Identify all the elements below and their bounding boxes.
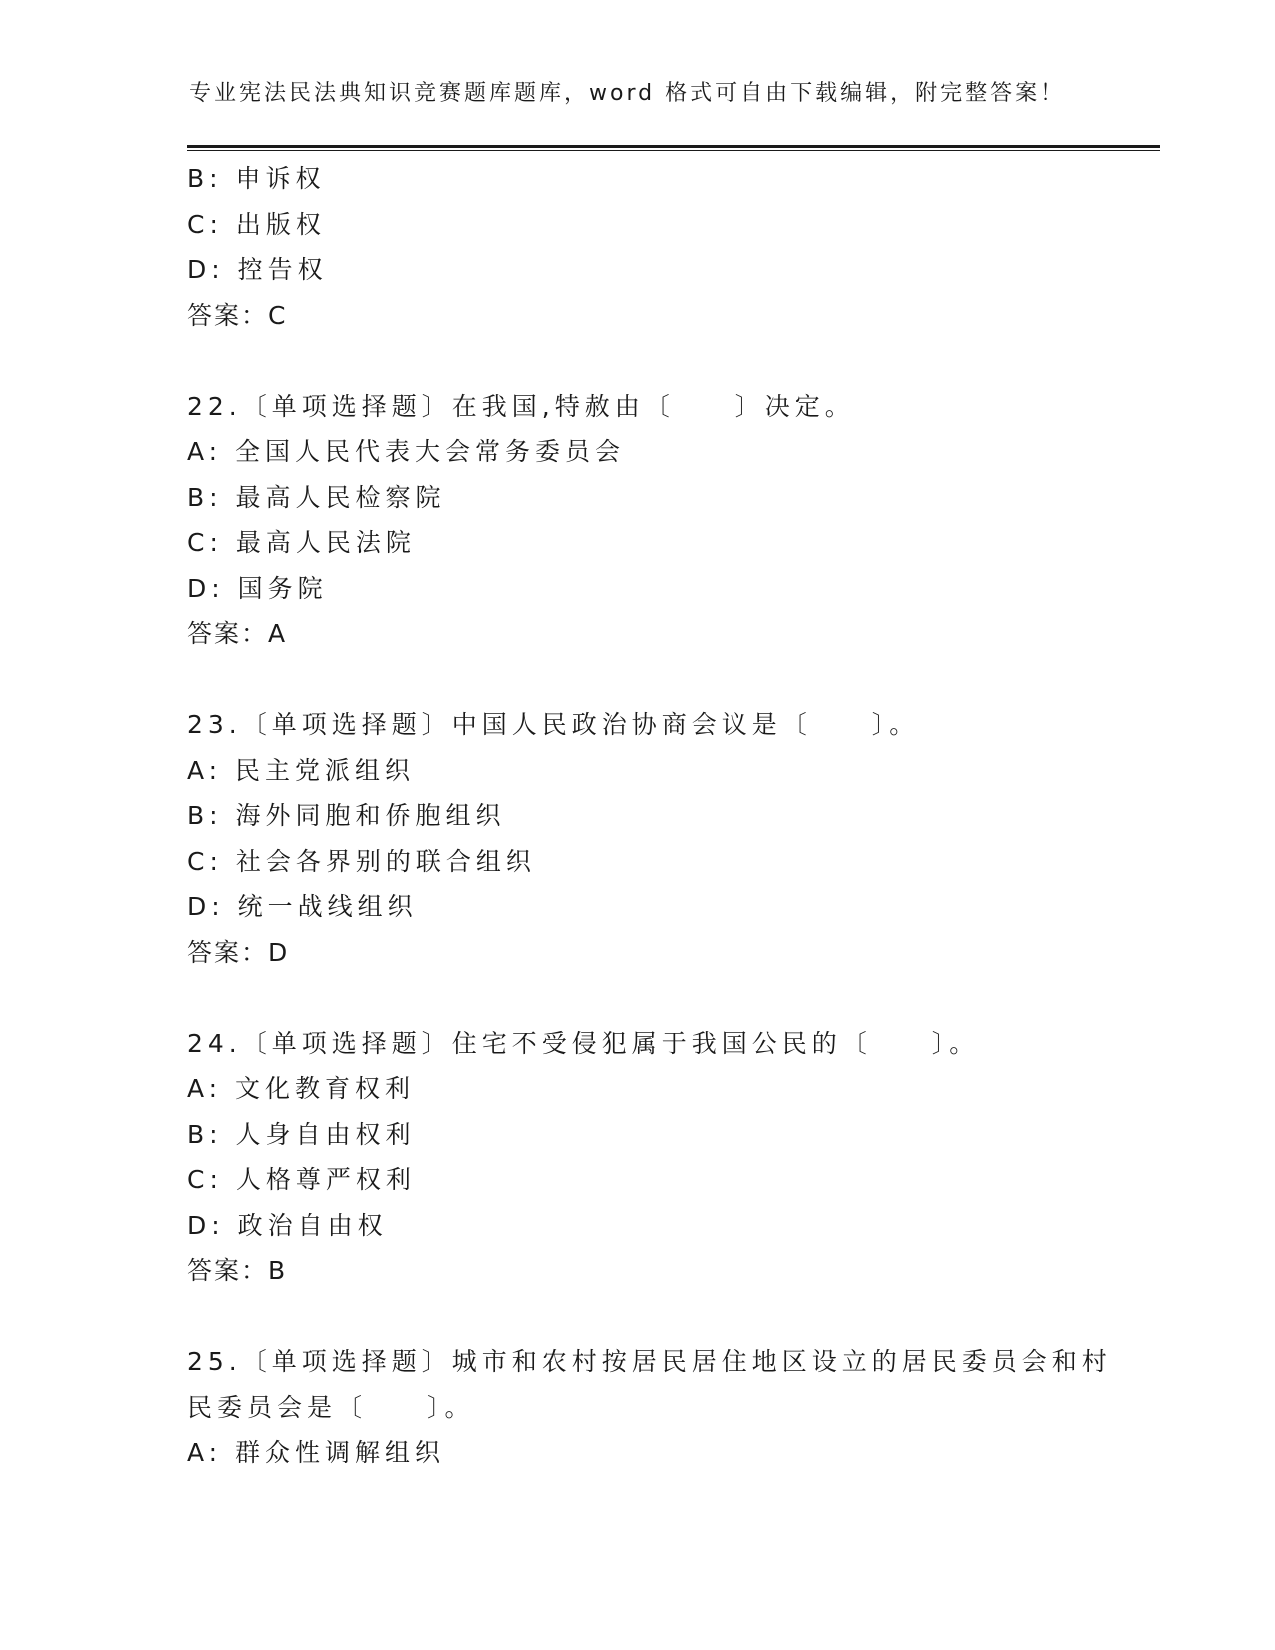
question-stem: 22.〔单项选择题〕在我国,特赦由〔 〕决定。 bbox=[187, 391, 855, 421]
option-d: D: 政治自由权 bbox=[187, 1210, 388, 1240]
option-d: D: 国务院 bbox=[187, 573, 328, 603]
answer-line: 答案：A bbox=[187, 619, 288, 648]
option-b: B: 申诉权 bbox=[187, 164, 326, 193]
option-d: D: 控告权 bbox=[187, 255, 328, 284]
header-divider-thin bbox=[187, 150, 1160, 151]
answer-line: 答案：C bbox=[187, 300, 288, 330]
question-stem: 24.〔单项选择题〕住宅不受侵犯属于我国公民的〔 〕。 bbox=[187, 1028, 980, 1058]
spacer bbox=[187, 975, 1127, 1021]
question-block bbox=[187, 384, 1127, 657]
option-a: A: 文化教育权利 bbox=[187, 1074, 416, 1103]
option-a: A: 全国人民代表大会常务委员会 bbox=[187, 437, 626, 466]
spacer bbox=[187, 338, 1127, 384]
question-block bbox=[187, 1339, 1127, 1476]
question-block bbox=[187, 702, 1127, 975]
page-header: 专业宪法民法典知识竞赛题库题库，word 格式可自由下载编辑，附完整答案！ bbox=[189, 81, 1066, 106]
option-a: A: 群众性调解组织 bbox=[187, 1438, 446, 1467]
question-list bbox=[187, 156, 1127, 1476]
option-c: C: 最高人民法院 bbox=[187, 528, 416, 557]
question-block bbox=[187, 1021, 1127, 1294]
question-stem: 23.〔单项选择题〕中国人民政治协商会议是〔 〕。 bbox=[187, 710, 920, 739]
header-divider bbox=[187, 145, 1160, 148]
answer-line: 答案：D bbox=[187, 937, 290, 967]
option-d: D: 统一战线组织 bbox=[187, 892, 418, 921]
option-b: B: 人身自由权利 bbox=[187, 1119, 416, 1149]
option-b: B: 海外同胞和侨胞组织 bbox=[187, 801, 506, 830]
spacer bbox=[187, 1294, 1127, 1340]
option-b: B: 最高人民检察院 bbox=[187, 482, 446, 512]
answer-line: 答案：B bbox=[187, 1256, 288, 1285]
option-c: C: 人格尊严权利 bbox=[187, 1165, 416, 1194]
question-stem: 25.〔单项选择题〕城市和农村按居民居住地区设立的居民委员会和村 bbox=[187, 1347, 1112, 1376]
option-c: C: 出版权 bbox=[187, 209, 326, 239]
option-a: A: 民主党派组织 bbox=[187, 755, 416, 785]
option-c: C: 社会各界别的联合组织 bbox=[187, 846, 536, 876]
question-stem-continued: 民委员会是〔 〕。 bbox=[187, 1392, 475, 1422]
spacer bbox=[187, 657, 1127, 703]
question-block bbox=[187, 156, 1127, 338]
